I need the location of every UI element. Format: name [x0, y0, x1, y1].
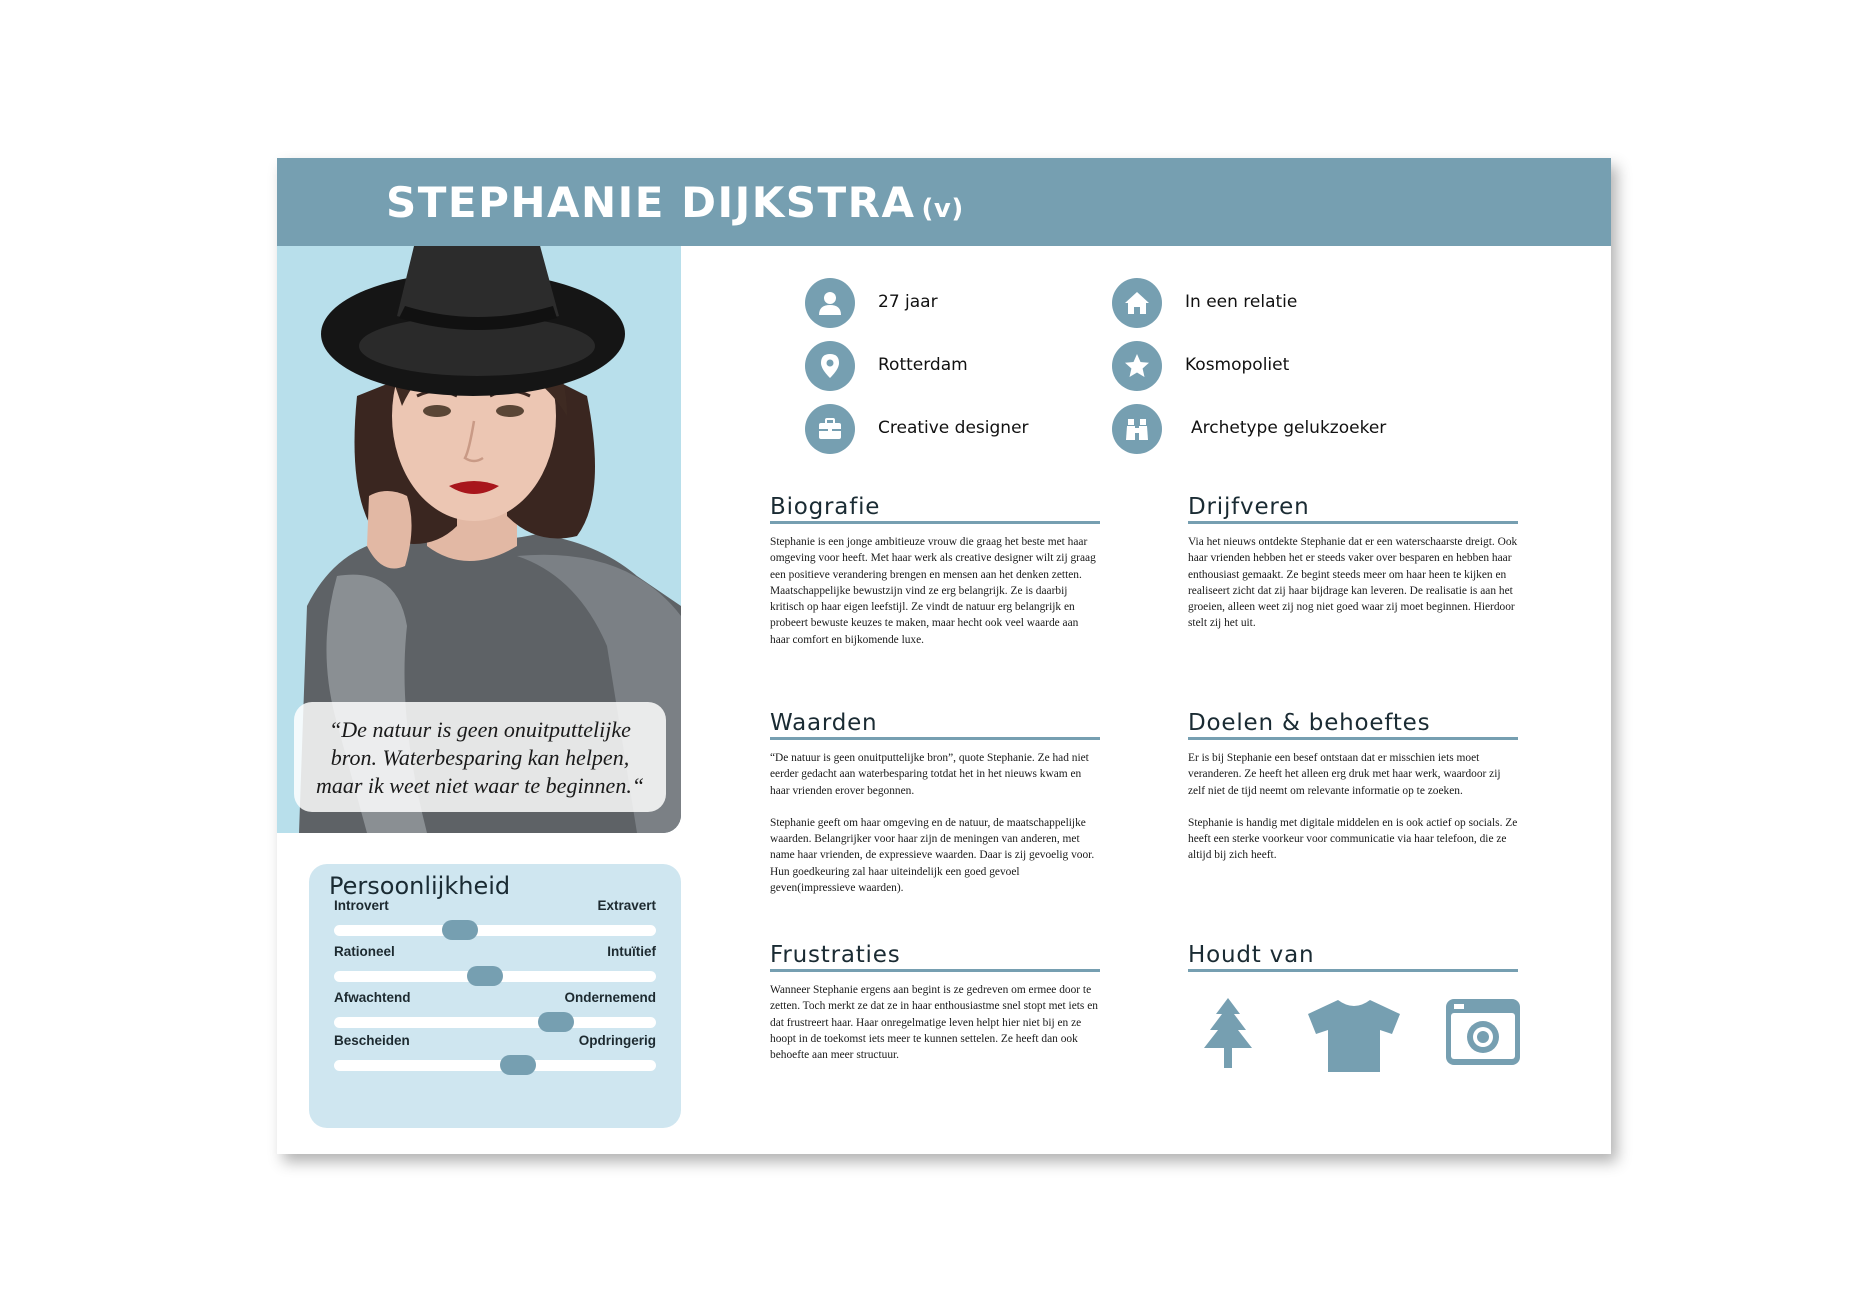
trait-right-label: Intuïtief: [607, 944, 656, 959]
trait-slider-track[interactable]: [334, 925, 656, 936]
camera-icon: [1446, 999, 1520, 1065]
star-icon: [1112, 341, 1162, 391]
trait-bescheiden-opdringerig: [334, 1033, 656, 1073]
personality-panel: [309, 864, 681, 1128]
persona-name: [386, 178, 964, 227]
trait-afwachtend-ondernemend: [334, 990, 656, 1030]
section-drijfveren-title: Drijfveren: [1188, 490, 1518, 524]
section-drijfveren-text: Via het nieuws ontdekte Stephanie dat er een waterschaarste dreigt. Ook haar vrienden hebben het er steeds vaker over besparen en hebben haar enthousiast gemaakt. Ze begint steeds meer om haar heen te kijken en realiseert zicht dat zij haar bijdrage kan leveren. De realisatie is aan het groeien, alleen weet zij nog niet goed waar zij moet beginnen. Hierdoor stelt zij het uit.: [1188, 536, 1518, 630]
section-biografie: [770, 490, 1100, 648]
fact-relationship-text: In een relatie: [1185, 292, 1298, 312]
likes-icons: [1188, 998, 1518, 1078]
persona-card: [277, 158, 1611, 1154]
tree-icon: [1200, 998, 1256, 1070]
section-doelen-behoeftes: [1188, 706, 1518, 864]
trait-slider-knob[interactable]: [500, 1055, 536, 1075]
trait-slider-knob[interactable]: [467, 966, 503, 986]
fact-archetype-text: Archetype gelukzoeker: [1191, 418, 1387, 438]
fact-city-text: Rotterdam: [878, 355, 968, 375]
persona-name-text: STEPHANIE DIJKSTRA: [386, 178, 916, 227]
section-biografie-title: Biografie: [770, 490, 1100, 524]
section-houdt-van: [1188, 938, 1518, 972]
personality-title: Persoonlijkheid: [329, 872, 511, 900]
trait-right-label: Opdringerig: [578, 1033, 656, 1048]
trait-slider-knob[interactable]: [538, 1012, 574, 1032]
trait-right-label: Extravert: [597, 898, 656, 913]
trait-slider-track[interactable]: [334, 1017, 656, 1028]
persona-photo: [277, 246, 681, 833]
section-biografie-text: Stephanie is een jonge ambitieuze vrouw die graag het beste met haar omgeving voor heeft. Met haar werk als creative designer wilt zij graag een positieve verandering brengen en mensen aan het denken zetten. Maatschappelijke bewustzijn vind ze erg belangrijk. Ze is daarbij kritisch op haar eigen leefstijl. Ze vindt de natuur erg belangrijk en probeert bewuste keuzes te maken, maar hecht ook veel waarde aan haar comfort en bijkomende luxe.: [770, 536, 1096, 646]
trait-right-label: Ondernemend: [564, 990, 656, 1005]
trait-left-label: Afwachtend: [334, 990, 411, 1005]
trait-slider-track[interactable]: [334, 1060, 656, 1071]
header-bar: [277, 158, 1611, 246]
trait-rationeel-intuitief: [334, 944, 656, 984]
fact-job-text: Creative designer: [878, 418, 1029, 438]
trait-left-label: Bescheiden: [334, 1033, 410, 1048]
person-icon: [805, 278, 855, 328]
trait-left-label: Introvert: [334, 898, 389, 913]
trait-introvert-extravert: [334, 898, 656, 938]
tshirt-icon: [1308, 1000, 1400, 1072]
house-icon: [1112, 278, 1162, 328]
persona-gender: (v): [921, 194, 964, 224]
location-pin-icon: [805, 341, 855, 391]
section-houdt-van-title: Houdt van: [1188, 938, 1518, 972]
section-waarden-text-2: Stephanie geeft om haar omgeving en de natuur, de maatschappelijke waarden. Belangrijker voor haar zijn de meningen van anderen, met name haar vrienden, de expressieve waarden. Daar is zij gevoelig voor. Hun goedkeuring zal haar uiteindelijk een goed gevoel geven(impressieve waarden).: [770, 816, 1095, 895]
section-frustraties: [770, 938, 1100, 1063]
fact-age-text: 27 jaar: [878, 292, 938, 312]
fact-lifestyle-text: Kosmopoliet: [1185, 355, 1290, 375]
section-frustraties-text: Wanneer Stephanie ergens aan begint is ze gedreven om ermee door te zetten. Toch merkt ze dat ze in haar enthousiastme snel stopt met iets en dat frustreert haar. Haar onregelmatige leven helpt hier niet bij en ze hoopt in de toekomst iets meer te kunnen settelen. Ze heeft dan ook behoefte aan meer structuur.: [770, 984, 1098, 1062]
trait-left-label: Rationeel: [334, 944, 395, 959]
section-doelen-title: Doelen & behoeftes: [1188, 706, 1518, 740]
trait-slider-knob[interactable]: [442, 920, 478, 940]
section-waarden: [770, 706, 1100, 896]
section-doelen-text-1: Er is bij Stephanie een besef ontstaan dat er misschien iets moet veranderen. Ze heeft het alleen erg druk met haar werk, waardoor zij zelf niet de tijd neemt om relevante informatie op te zoeken.: [1188, 752, 1501, 797]
section-drijfveren: [1188, 490, 1518, 632]
section-doelen-text-2: Stephanie is handig met digitale middelen en is ook actief op socials. Ze heeft een sterke voorkeur voor communicatie via haar telefoon, die ze altijd bij zich heeft.: [1188, 816, 1518, 862]
binoculars-icon: [1112, 404, 1162, 454]
section-waarden-text-1: “De natuur is geen onuitputtelijke bron”, quote Stephanie. Ze had niet eerder gedacht aan waterbesparing totdat het in het nieuws kwam en haar vrienden erover begonnen.: [770, 752, 1089, 797]
section-waarden-title: Waarden: [770, 706, 1100, 740]
section-frustraties-title: Frustraties: [770, 938, 1100, 972]
briefcase-icon: [805, 404, 855, 454]
persona-quote: “De natuur is geen onuitputtelijke bron. Waterbesparing kan helpen, maar ik weet niet waar te beginnen.“: [294, 702, 666, 812]
